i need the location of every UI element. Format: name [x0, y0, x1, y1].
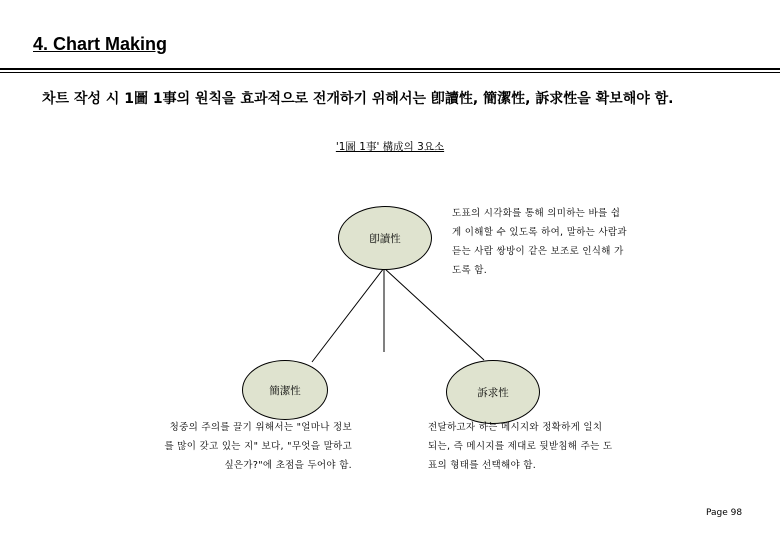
node-appeal [446, 360, 540, 424]
page-number: Page 98 [706, 508, 743, 518]
desc-conciseness [140, 418, 352, 475]
connector-hub-to-left [312, 268, 384, 362]
desc-readability-line: 도표의 시각화를 통해 의미하는 바를 쉽 [452, 208, 621, 219]
intro-text: 차트 작성 시 1圖 1事의 원칙을 효과적으로 전개하기 위해서는 卽讀性, 簡潔性, 訴求性을 확보해야 함. [42, 91, 674, 107]
node-conciseness [242, 360, 328, 420]
desc-readability-line: 게 이해할 수 있도록 하여, 말하는 사람과 [452, 227, 627, 238]
node-readability-label: 卽讀性 [369, 232, 401, 245]
node-conciseness-label: 簡潔性 [269, 384, 301, 397]
node-readability [338, 206, 432, 270]
desc-conciseness-line: 청중의 주의를 끌기 위해서는 "얼마나 정보 [169, 422, 352, 433]
page-title: 4. Chart Making [33, 34, 168, 54]
desc-appeal-line: 되는, 즉 메시지를 제대로 뒷받침해 주는 도 [428, 441, 613, 452]
connector-hub-to-right [384, 268, 484, 360]
desc-readability-line: 도록 함. [452, 265, 488, 276]
desc-appeal-line: 표의 형태를 선택해야 함. [428, 460, 537, 471]
desc-readability [452, 204, 667, 280]
desc-conciseness-line: 를 많이 갖고 있는 지" 보다, "무엇을 말하고 [164, 441, 352, 452]
node-appeal-label: 訴求性 [477, 386, 509, 399]
desc-appeal [428, 418, 653, 475]
diagram-subtitle: '1圖 1事' 構成의 3요소 [335, 141, 445, 153]
desc-conciseness-line: 싶은가?"에 초점을 두어야 함. [224, 460, 352, 471]
desc-readability-line: 듣는 사람 쌍방이 같은 보조로 인식해 가 [452, 246, 624, 257]
desc-appeal-line: 전달하고자 하는 메시지와 정확하게 일치 [428, 422, 603, 433]
